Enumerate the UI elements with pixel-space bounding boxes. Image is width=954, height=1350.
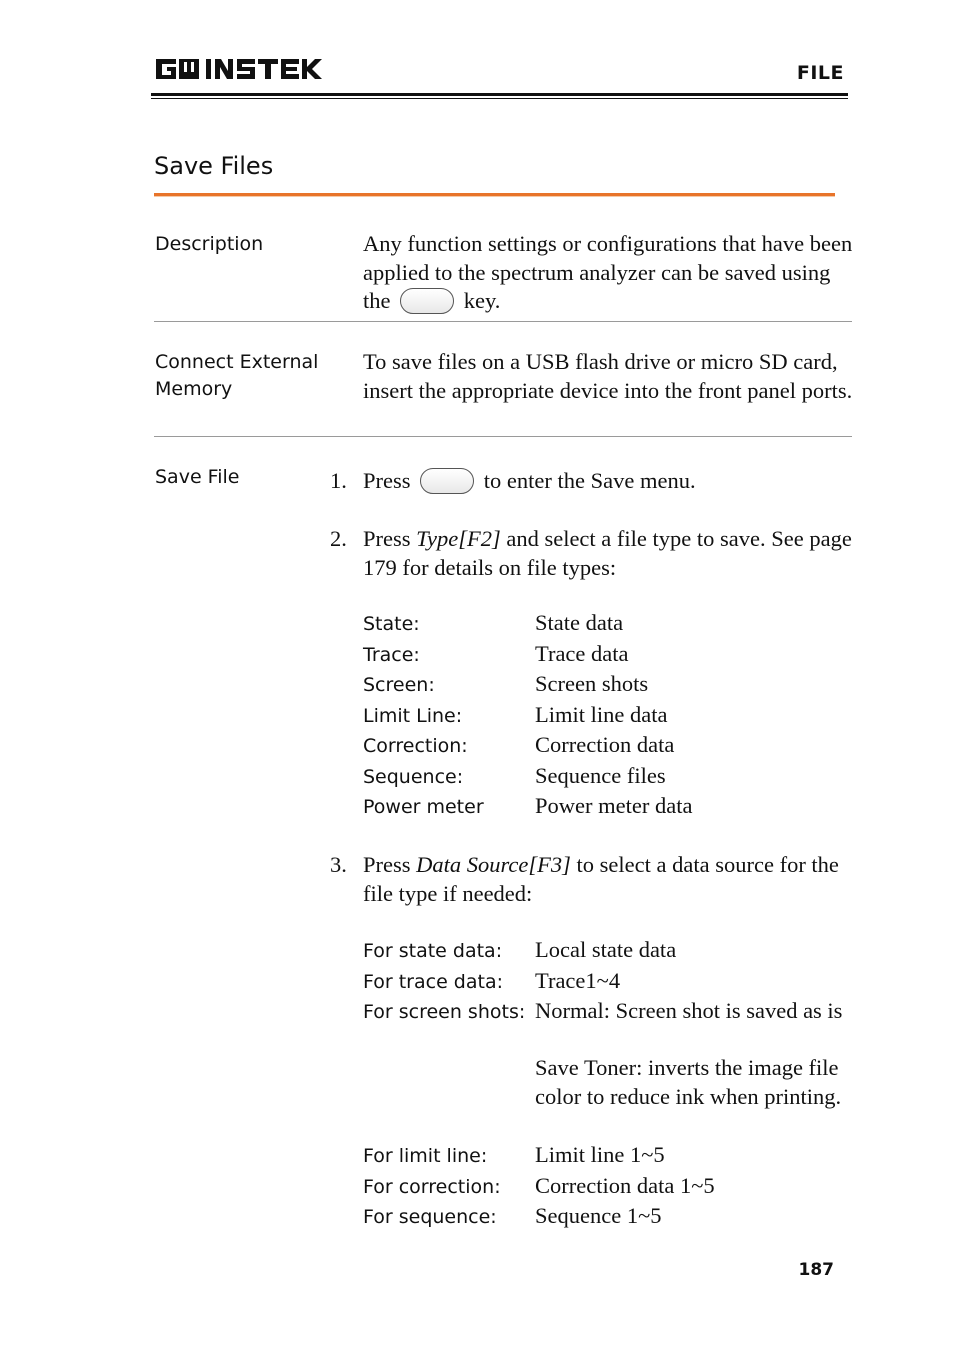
header-rule [151, 93, 848, 96]
step-2-softkey: Type[F2] [416, 526, 501, 551]
step-2-number: 2. [330, 526, 347, 551]
file-type-name: Sequence: [363, 765, 464, 788]
data-source-name: For state data: [363, 940, 503, 962]
step-1-text [363, 467, 853, 496]
save-key-icon [420, 468, 474, 494]
file-type-row [363, 762, 853, 793]
gw-instek-logo [154, 56, 324, 82]
section-header: FILE [796, 62, 844, 84]
step-3-softkey: Data Source[F3] [416, 852, 571, 877]
file-type-desc: State data [535, 610, 624, 635]
data-source-row [363, 1202, 853, 1233]
file-type-row [363, 731, 853, 762]
data-sources-table [363, 936, 853, 1233]
data-source-row [363, 1054, 853, 1141]
save-file-label: Save File [155, 466, 240, 488]
data-source-desc: Limit line 1~5 [535, 1142, 665, 1167]
step-1-before: Press [363, 468, 411, 493]
file-type-desc: Screen shots [535, 671, 649, 696]
step-2-text [363, 525, 853, 582]
front-panel-key-icon [400, 288, 454, 314]
page-title: Save Files [154, 152, 274, 180]
data-source-name: For screen shots: [363, 1001, 526, 1023]
step-3-number: 3. [330, 852, 347, 877]
file-type-row [363, 792, 853, 823]
data-source-name: For correction: [363, 1175, 501, 1198]
title-underline-shadow [154, 196, 835, 197]
connect-label-line1: Connect External [155, 351, 319, 373]
file-type-name: Power meter [363, 796, 484, 818]
page-number: 187 [798, 1260, 834, 1280]
data-source-row [363, 1141, 853, 1172]
file-type-desc: Limit line data [535, 701, 668, 727]
connect-text: To save files on a USB flash drive or micro SD card, insert the appropriate device into the front panel ports. [363, 349, 853, 403]
data-source-row [363, 936, 853, 967]
file-type-name: Correction: [363, 735, 468, 757]
file-type-desc: Trace data [535, 640, 629, 666]
description-label: Description [155, 233, 264, 255]
data-source-desc: Normal: Screen shot is saved as is [535, 998, 843, 1023]
data-source-desc: Correction data 1~5 [535, 1172, 715, 1198]
file-type-name: State: [363, 613, 420, 635]
data-source-desc: Sequence 1~5 [535, 1203, 662, 1228]
file-type-desc: Correction data [535, 732, 675, 757]
data-source-desc: Trace1~4 [535, 967, 621, 993]
divider [154, 436, 852, 437]
connect-label [155, 349, 318, 403]
data-source-desc: Local state data [535, 937, 677, 962]
connect-label-line2: Memory [155, 378, 233, 400]
file-type-name: Trace: [363, 643, 420, 666]
file-type-row [363, 670, 853, 701]
step-1-number: 1. [330, 468, 347, 493]
step-2-after: and select a file type to save. See page 179 for details on file types: [363, 526, 852, 580]
divider [154, 321, 852, 322]
file-type-desc: Sequence files [535, 762, 666, 788]
step-3-after: to select a data source for the file type if needed: [363, 852, 839, 906]
data-source-desc: Save Toner: inverts the image file color to reduce ink when printing. [535, 1055, 842, 1109]
description-text-before: Any function settings or configurations that have been applied to the spectrum analyzer can be saved using the [363, 231, 853, 313]
file-type-row [363, 701, 853, 732]
file-types-table [363, 609, 853, 823]
step-1-after: to enter the Save menu. [483, 468, 696, 493]
data-source-row [363, 1172, 853, 1203]
description-text [363, 230, 853, 316]
header-rule-thin [151, 98, 848, 99]
step-3-before: Press [363, 852, 411, 877]
file-type-row [363, 640, 853, 671]
data-source-name: For sequence: [363, 1206, 497, 1228]
data-source-name: For trace data: [363, 970, 504, 993]
file-type-name: Screen: [363, 674, 435, 696]
file-type-desc: Power meter data [535, 793, 693, 818]
data-source-name: For limit line: [363, 1145, 488, 1167]
file-type-name: Limit Line: [363, 704, 463, 727]
file-type-row [363, 609, 853, 640]
step-3-text [363, 851, 853, 908]
data-source-row [363, 997, 853, 1054]
step-2-before: Press [363, 526, 411, 551]
description-text-after: key. [463, 288, 501, 313]
data-source-row [363, 967, 853, 998]
